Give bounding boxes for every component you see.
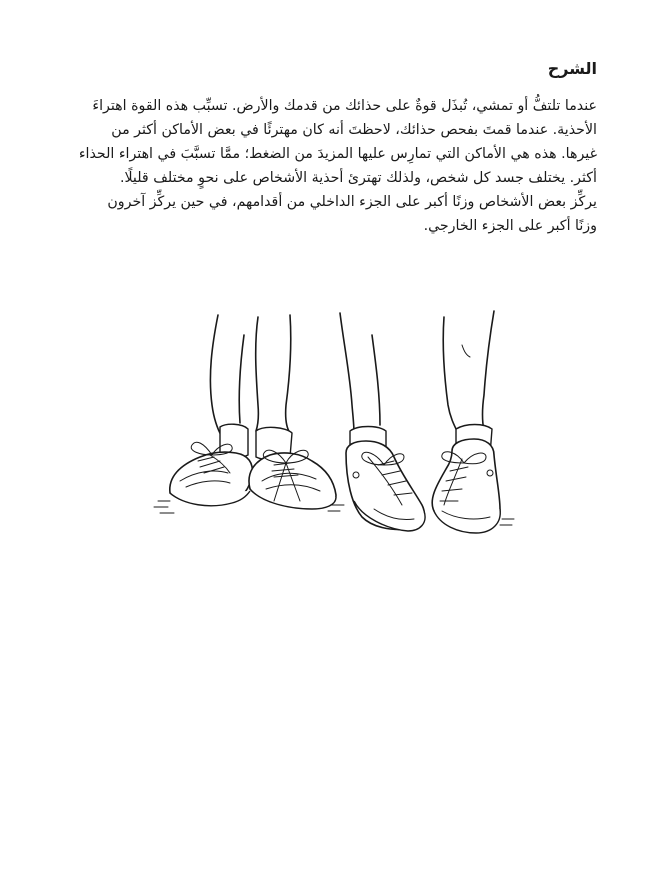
explanation-paragraph (49, 94, 597, 238)
two-pairs-of-legs-in-sneakers-icon (140, 305, 520, 545)
sneakers-illustration (140, 305, 520, 545)
paragraph-line-4: أكثر. يختلف جسد كل شخص، ولذلك تهترئ أحذية الأشخاص على نحوٍ مختلف قليلًا. (119, 170, 597, 186)
left-person-legs-icon (210, 315, 290, 437)
section-heading: الشرح (547, 59, 597, 78)
right-person-legs-icon (340, 311, 494, 433)
right-person-right-shoe-icon (432, 439, 500, 533)
paragraph-line-1: عندما تلتفُّ أو تمشي، تُبذَل قوةٌ على حذائك من قدمك والأرض. تسبِّب هذه القوة اهتراءَ (92, 98, 597, 114)
paragraph-line-5: يركِّز بعض الأشخاص وزنًا أكبر على الجزء الداخلي من أقدامهم، في حين يركِّز آخرون (107, 194, 597, 210)
right-person-left-shoe-icon (346, 441, 425, 531)
paragraph-line-2: الأحذية. عندما قمتَ بفحص حذائك، لاحظتَ أنه كان مهترئًا في بعض الأماكن أكثر من (111, 122, 597, 138)
paragraph-line-6: وزنًا أكبر على الجزء الخارجي. (423, 218, 597, 234)
left-person-right-shoe-icon (249, 450, 336, 509)
paragraph-line-3: غيرها. هذه هي الأماكن التي تمارِس عليها المزيدَ من الضغط؛ ممَّا تسبَّبَ في اهتراء الحذاء (78, 146, 597, 162)
